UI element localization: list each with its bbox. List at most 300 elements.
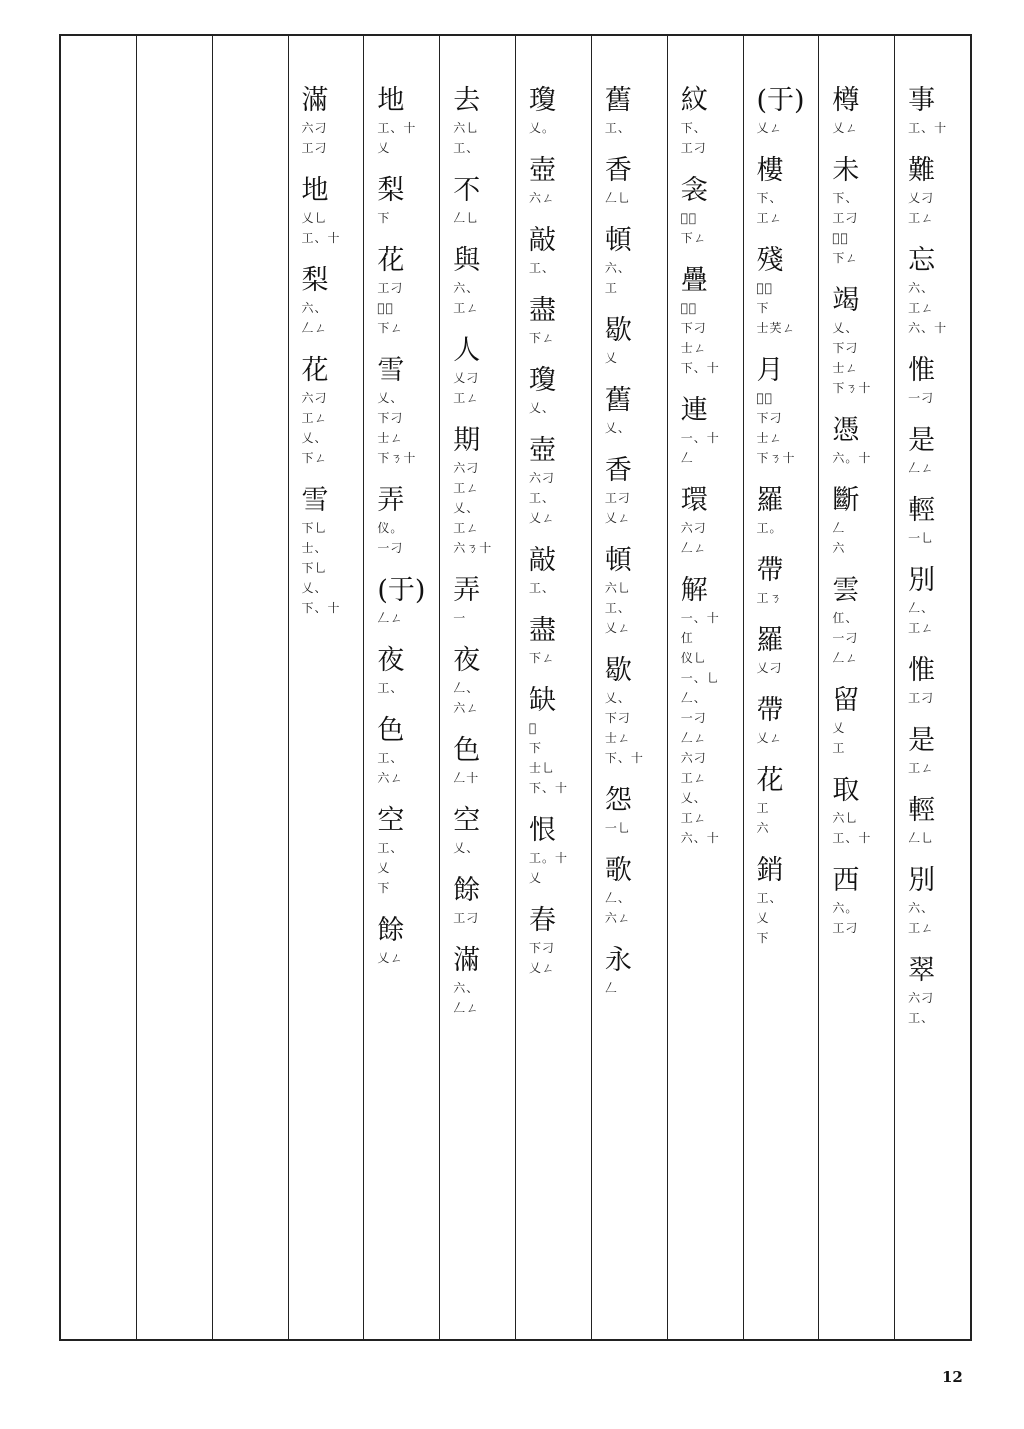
gongche-notation: 𠃋乚 — [604, 191, 631, 205]
gongche-notation: 工、 — [529, 581, 556, 595]
gongche-notation: 工 — [756, 801, 770, 815]
lyric-character: 壺 — [529, 435, 557, 466]
lyric-character: 雲 — [832, 575, 860, 606]
lyric-character: 翠 — [908, 955, 936, 986]
lyric-cell — [895, 494, 935, 564]
notation-group — [302, 388, 328, 468]
lyric-character: 壺 — [529, 155, 557, 186]
notation-group — [832, 608, 858, 668]
lyric-cell — [668, 264, 720, 394]
gongche-notation: 六。 — [832, 901, 859, 915]
page-number: 12 — [942, 1368, 963, 1386]
notation-group — [605, 418, 631, 438]
gongche-notation: 六、 — [604, 261, 631, 275]
gongche-notation: 工、十 — [832, 831, 872, 845]
gongche-notation: 𠃋乚 — [453, 211, 480, 225]
lyric-cell — [592, 944, 632, 1014]
gongche-notation: 乂ㄥ — [529, 511, 556, 525]
gongche-notation: 下、十 — [301, 601, 341, 615]
gongche-notation: 乂、 — [832, 321, 859, 335]
lyric-character: 瓊 — [529, 365, 557, 396]
lyric-cell — [744, 624, 784, 694]
notation-group — [605, 978, 618, 998]
lyric-character: 舊 — [604, 85, 632, 116]
gongche-notation: 一刁 — [832, 631, 859, 645]
lyric-character: 盡 — [529, 295, 557, 326]
gongche-notation: 𠃋、 — [908, 601, 935, 615]
lyric-cell — [364, 714, 404, 804]
notation-group — [377, 678, 403, 698]
gongche-notation: 一刁 — [377, 541, 404, 555]
gongche-notation: 下、十 — [604, 751, 644, 765]
lyric-cell — [895, 654, 935, 724]
lyric-cell — [592, 224, 632, 314]
gongche-notation: 乂 — [377, 141, 391, 155]
gongche-notation: 一 — [453, 611, 467, 625]
notation-group — [605, 578, 631, 638]
lyric-cell — [364, 574, 425, 644]
notation-group — [605, 118, 631, 138]
notation-group — [377, 208, 390, 228]
gongche-notation: 乂乚 — [301, 211, 328, 225]
lyric-character: 缺 — [529, 685, 557, 716]
gongche-notation: 工ㄥ — [908, 761, 935, 775]
lyric-character: 去 — [453, 85, 481, 116]
gongche-notation: 乂、 — [453, 501, 480, 515]
lyric-character: 是 — [908, 725, 936, 756]
gongche-notation: 𠬙、 — [680, 301, 698, 315]
lyric-cell — [895, 724, 935, 794]
lyric-character: 怨 — [604, 785, 632, 816]
notation-group — [757, 888, 783, 948]
gongche-notation: 乂ㄥ — [377, 951, 404, 965]
lyric-cell — [744, 84, 805, 154]
notation-group — [757, 728, 783, 748]
lyric-character: 忘 — [908, 245, 936, 276]
lyric-cell — [440, 244, 480, 334]
notation-group — [605, 258, 631, 298]
lyric-cell — [592, 544, 632, 654]
gongche-notation: 下、 — [832, 191, 859, 205]
lyric-cell — [516, 434, 556, 544]
gongche-notation: 乂、 — [604, 421, 631, 435]
score-column — [818, 36, 894, 1339]
gongche-notation: 六、 — [908, 281, 935, 295]
lyric-cell — [668, 484, 708, 574]
lyric-character: 羅 — [756, 485, 784, 516]
notation-group — [605, 888, 631, 928]
gongche-notation: 工刁 — [301, 141, 328, 155]
gongche-notation: 乂、 — [377, 391, 404, 405]
gongche-notation: 下ㄋ十 — [832, 381, 872, 395]
gongche-notation: 工刁 — [377, 281, 404, 295]
notation-group — [529, 648, 555, 668]
lyric-cell — [744, 484, 784, 554]
gongche-notation: 乂 — [377, 861, 391, 875]
notation-group — [529, 188, 555, 208]
lyric-character: 餘 — [377, 915, 405, 946]
lyric-cell — [440, 334, 480, 424]
gongche-notation: 工 — [604, 281, 618, 295]
lyric-cell — [289, 264, 329, 354]
gongche-notation: 工、 — [604, 601, 631, 615]
lyric-character: 弄 — [453, 575, 481, 606]
notation-group — [605, 688, 644, 768]
gongche-notation: 工ㄥ — [908, 621, 935, 635]
gongche-notation: 六刁 — [301, 121, 328, 135]
lyric-cell — [744, 244, 796, 354]
gongche-notation: 𠃋ㄥ — [908, 461, 935, 475]
gongche-notation: 六乚 — [832, 811, 859, 825]
notation-group — [681, 518, 707, 558]
lyric-character: 春 — [529, 905, 557, 936]
notation-group — [681, 428, 720, 468]
score-column — [743, 36, 819, 1339]
lyric-cell — [744, 554, 784, 624]
lyric-cell — [592, 454, 632, 544]
lyric-character: 盡 — [529, 615, 557, 646]
lyric-character: 期 — [453, 425, 481, 456]
lyric-cell — [668, 574, 720, 864]
lyric-character: 銷 — [756, 855, 784, 886]
score-grid — [59, 34, 972, 1341]
notation-group — [529, 328, 555, 348]
lyric-character: 頓 — [604, 545, 632, 576]
lyric-cell — [440, 804, 480, 874]
notation-group — [757, 188, 783, 228]
lyric-character: 瓊 — [529, 85, 557, 116]
gongche-notation: 下刁 — [604, 711, 631, 725]
lyric-cell — [592, 654, 644, 784]
gongche-notation: 下乚 — [301, 561, 328, 575]
lyric-character: 環 — [680, 485, 708, 516]
gongche-notation: 工ㄥ — [453, 391, 480, 405]
gongche-notation: 仪乚 — [680, 651, 707, 665]
gongche-notation: 下ㄥ — [529, 331, 556, 345]
gongche-notation: 仜 — [680, 631, 694, 645]
notation-group — [832, 318, 871, 398]
gongche-notation: 六刁 — [680, 521, 707, 535]
lyric-character: 舊 — [604, 385, 632, 416]
lyric-cell — [819, 154, 859, 284]
lyric-cell — [516, 904, 556, 994]
lyric-cell — [364, 174, 404, 244]
gongche-notation: 𠬙、 — [756, 391, 773, 405]
lyric-character: 帶 — [756, 695, 784, 726]
gongche-notation: 六ㄋ十 — [453, 541, 493, 555]
lyric-character: 憑 — [832, 415, 860, 446]
notation-group — [453, 118, 479, 158]
gongche-notation: 𠃋、 — [453, 681, 480, 695]
lyric-cell — [440, 944, 480, 1034]
lyric-character: 弄 — [377, 485, 405, 516]
lyric-cell — [516, 544, 556, 614]
gongche-notation: 𠃋十 — [453, 771, 480, 785]
notation-group — [681, 208, 707, 248]
notation-group — [681, 118, 707, 158]
lyric-cell — [364, 914, 404, 984]
notation-group — [529, 848, 568, 888]
gongche-notation: 𠬙、 — [680, 211, 698, 225]
lyric-character: 未 — [832, 155, 860, 186]
score-column — [61, 36, 136, 1339]
notation-group — [453, 608, 466, 628]
notation-group — [529, 718, 568, 798]
lyric-character: 色 — [453, 735, 481, 766]
lyric-character: 紋 — [680, 85, 708, 116]
gongche-notation: 乂刁 — [756, 661, 783, 675]
notation-group — [832, 188, 858, 268]
lyric-cell — [592, 854, 632, 944]
lyric-cell — [895, 154, 935, 244]
gongche-notation: 乂ㄥ — [604, 511, 631, 525]
gongche-notation: 下 — [756, 931, 770, 945]
lyric-character: (于) — [377, 575, 426, 606]
lyric-cell — [895, 954, 935, 1044]
gongche-notation: 士ㄥ — [604, 731, 631, 745]
lyric-cell — [364, 84, 416, 174]
notation-group — [757, 588, 783, 608]
notation-group — [605, 488, 631, 528]
lyric-character: 恨 — [529, 815, 557, 846]
notation-group — [529, 468, 555, 528]
score-column — [136, 36, 212, 1339]
lyric-cell — [668, 174, 708, 264]
score-column — [439, 36, 515, 1339]
gongche-notation: 𠬙、 — [756, 281, 773, 295]
gongche-notation: 𠬙、 — [832, 231, 849, 245]
gongche-notation: 六刁 — [453, 461, 480, 475]
lyric-character: 樽 — [832, 85, 860, 116]
lyric-character: 夜 — [453, 645, 481, 676]
notation-group — [377, 948, 403, 968]
gongche-notation: 下 — [529, 741, 543, 755]
lyric-cell — [895, 244, 947, 354]
gongche-notation: 下 — [377, 211, 391, 225]
gongche-notation: 下乚 — [301, 521, 328, 535]
lyric-cell — [364, 804, 404, 914]
gongche-notation: 工ㄥ — [756, 211, 783, 225]
score-column — [212, 36, 288, 1339]
gongche-notation: 工、十 — [377, 121, 417, 135]
lyric-cell — [819, 684, 859, 774]
notation-group — [453, 278, 479, 318]
lyric-cell — [440, 734, 480, 804]
gongche-notation: 𠬙、 — [377, 301, 394, 315]
gongche-notation: 六。十 — [832, 451, 872, 465]
gongche-notation: 乂刁 — [453, 371, 480, 385]
notation-group — [453, 838, 479, 858]
lyric-character: 梨 — [301, 265, 329, 296]
lyric-character: 地 — [301, 175, 329, 206]
gongche-notation: 工ㄥ — [908, 301, 935, 315]
gongche-notation: 乂。 — [529, 121, 556, 135]
notation-group — [302, 208, 341, 248]
gongche-notation: 一、十 — [680, 611, 720, 625]
gongche-notation: 工刁 — [680, 141, 707, 155]
lyric-character: 難 — [908, 155, 936, 186]
gongche-notation: 下、十 — [680, 361, 720, 375]
gongche-notation: 工、 — [377, 841, 404, 855]
lyric-character: 地 — [377, 85, 405, 116]
gongche-notation: 工刁 — [453, 911, 480, 925]
gongche-notation: 六ㄥ — [453, 701, 480, 715]
gongche-notation: 工刁 — [832, 921, 859, 935]
gongche-notation: 下ㄥ — [680, 231, 707, 245]
lyric-character: 取 — [832, 775, 860, 806]
lyric-character: 與 — [453, 245, 481, 276]
notation-group — [453, 978, 479, 1018]
lyric-character: 餘 — [453, 875, 481, 906]
gongche-notation: 下ㄋ十 — [756, 451, 796, 465]
lyric-cell — [516, 224, 556, 294]
gongche-notation: 𠃋 — [680, 451, 694, 465]
lyric-cell — [895, 794, 935, 864]
gongche-notation: 下刁 — [832, 341, 859, 355]
notation-group — [908, 598, 934, 638]
lyric-character: 別 — [908, 565, 936, 596]
gongche-notation: 下刁 — [529, 941, 556, 955]
lyric-character: 樓 — [756, 155, 784, 186]
lyric-character: 雪 — [301, 485, 329, 516]
notation-group — [757, 388, 796, 468]
gongche-notation: 工、 — [453, 141, 480, 155]
notation-group — [529, 258, 555, 278]
lyric-character: 花 — [377, 245, 405, 276]
score-column — [288, 36, 364, 1339]
gongche-notation: 工、 — [908, 1011, 935, 1025]
lyric-cell — [744, 154, 784, 244]
gongche-notation: 一刁 — [680, 711, 707, 725]
gongche-notation: 下ㄥ — [832, 251, 859, 265]
notation-group — [908, 688, 934, 708]
gongche-notation: 下 — [377, 881, 391, 895]
gongche-notation: 工刁 — [908, 691, 935, 705]
lyric-cell — [895, 864, 935, 954]
lyric-character: 香 — [604, 155, 632, 186]
gongche-notation: 六刁 — [908, 991, 935, 1005]
gongche-notation: 士ㄥ — [832, 361, 859, 375]
notation-group — [453, 208, 479, 228]
gongche-notation: 下、十 — [529, 781, 569, 795]
lyric-cell — [592, 84, 632, 154]
lyric-cell — [895, 564, 935, 654]
gongche-notation: 乂、 — [301, 431, 328, 445]
gongche-notation: 六刁 — [529, 471, 556, 485]
notation-group — [529, 938, 555, 978]
lyric-cell — [289, 174, 341, 264]
notation-group — [605, 348, 618, 368]
lyric-character: 帶 — [756, 555, 784, 586]
gongche-notation: 六、 — [453, 981, 480, 995]
gongche-notation: 六ㄥ — [604, 911, 631, 925]
notation-group — [832, 518, 845, 558]
notation-group — [605, 188, 631, 208]
gongche-notation: 乂ㄥ — [756, 121, 783, 135]
score-column — [667, 36, 743, 1339]
lyric-character: 輕 — [908, 795, 936, 826]
lyric-cell — [516, 814, 568, 904]
lyric-character: 夜 — [377, 645, 405, 676]
lyric-character: 是 — [908, 425, 936, 456]
gongche-notation: 六 — [756, 821, 770, 835]
gongche-notation: 一、十 — [680, 431, 720, 445]
gongche-notation: 工ㄥ — [453, 481, 480, 495]
gongche-notation: 乂 — [604, 351, 618, 365]
lyric-character: 歇 — [604, 655, 632, 686]
gongche-notation: 乂 — [756, 911, 770, 925]
notation-group — [832, 898, 858, 938]
lyric-character: 連 — [680, 395, 708, 426]
lyric-cell — [440, 574, 480, 644]
lyric-cell — [819, 484, 859, 574]
gongche-notation: 下、 — [680, 121, 707, 135]
gongche-notation: 𠃋ㄥ — [301, 321, 328, 335]
lyric-cell — [592, 384, 632, 454]
gongche-notation: 士、 — [301, 541, 328, 555]
gongche-notation: 工ㄥ — [301, 411, 328, 425]
lyric-cell — [289, 484, 341, 634]
gongche-notation: 下、 — [756, 191, 783, 205]
notation-group — [832, 808, 871, 848]
gongche-notation: 工ㄥ — [453, 301, 480, 315]
notation-group — [757, 118, 783, 138]
gongche-notation: 乂 — [529, 871, 543, 885]
lyric-character: 留 — [832, 685, 860, 716]
lyric-character: 月 — [756, 355, 784, 386]
gongche-notation: 𠬙 — [529, 721, 538, 735]
notation-group — [453, 768, 479, 788]
gongche-notation: 下ㄋ十 — [377, 451, 417, 465]
lyric-character: 竭 — [832, 285, 860, 316]
lyric-cell — [516, 614, 556, 684]
lyric-cell — [516, 84, 556, 154]
gongche-notation: 工、十 — [301, 231, 341, 245]
lyric-character: 解 — [680, 575, 708, 606]
gongche-notation: 下ㄥ — [529, 651, 556, 665]
gongche-notation: 一、乚 — [680, 671, 720, 685]
notation-group — [605, 818, 631, 838]
lyric-character: 香 — [604, 455, 632, 486]
lyric-character: 歌 — [604, 855, 632, 886]
notation-group — [908, 988, 934, 1028]
score-column — [363, 36, 439, 1339]
lyric-cell — [744, 854, 784, 964]
gongche-notation: 工ㄥ — [680, 771, 707, 785]
lyric-cell — [668, 84, 708, 174]
gongche-notation: 乂ㄥ — [756, 731, 783, 745]
gongche-notation: 乂ㄥ — [529, 961, 556, 975]
lyric-cell — [744, 764, 784, 854]
lyric-character: 衾 — [680, 175, 708, 206]
gongche-notation: 士ㄥ — [680, 341, 707, 355]
gongche-notation: 六、十 — [680, 831, 720, 845]
score-column — [894, 36, 970, 1339]
lyric-character: 滿 — [453, 945, 481, 976]
gongche-notation: 工。 — [756, 521, 783, 535]
gongche-notation: 工。十 — [529, 851, 569, 865]
gongche-notation: 六ㄥ — [529, 191, 556, 205]
lyric-cell — [440, 174, 480, 244]
lyric-character: 花 — [756, 765, 784, 796]
gongche-notation: 乂刁 — [908, 191, 935, 205]
lyric-cell — [819, 414, 871, 484]
lyric-character: 梨 — [377, 175, 405, 206]
gongche-notation: 六、 — [453, 281, 480, 295]
lyric-cell — [895, 354, 935, 424]
notation-group — [302, 518, 341, 618]
gongche-notation: 士ㄥ — [377, 431, 404, 445]
